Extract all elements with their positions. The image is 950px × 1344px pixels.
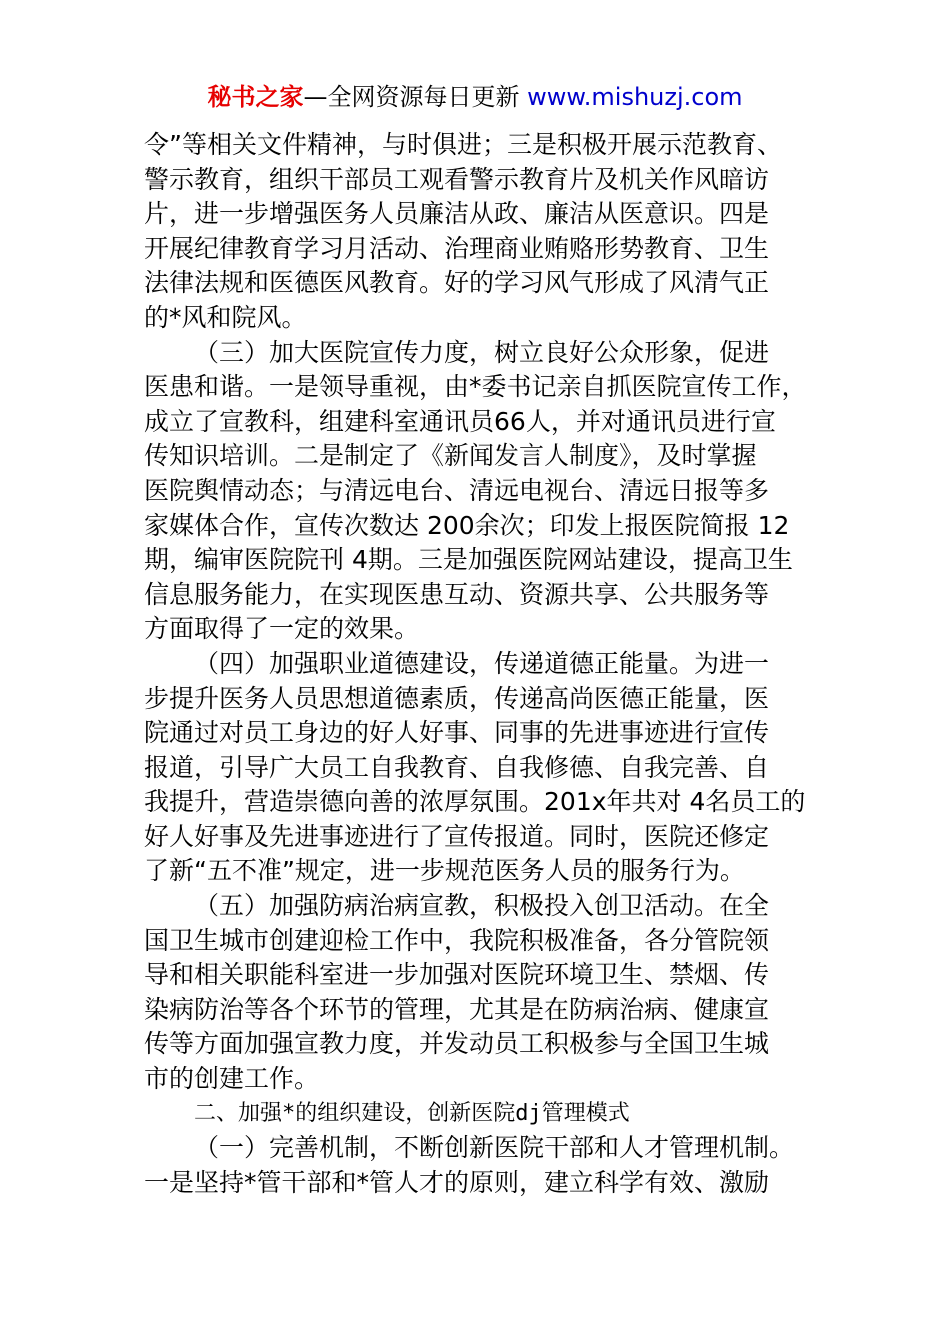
text-line: （五）加强防病治病宣教，积极投入创卫活动。在全 <box>194 891 770 921</box>
text-line: （一）完善机制，不断创新医院干部和人才管理机制。 <box>194 1133 795 1163</box>
text-line: 令”等相关文件精神，与时俱进；三是积极开展示范教育、 <box>144 130 782 159</box>
text-line: 染病防治等各个环节的管理，尤其是在防病治病、健康宣 <box>144 994 770 1024</box>
text-line: （三）加大医院宣传力度，树立良好公众形象，促进 <box>194 337 770 367</box>
text-line: 了新“五不准”规定，进一步规范医务人员的服务行为。 <box>144 856 745 886</box>
document-body <box>144 128 824 1200</box>
text-line: 传知识培训。二是制定了《新闻发言人制度》，及时掌握 <box>144 441 757 471</box>
text-line: 家媒体合作，宣传次数达 200余次；印发上报医院简报 12 <box>144 510 790 540</box>
text-line: （四）加强职业道德建设，传递道德正能量。为进一 <box>194 648 770 678</box>
text-line: 的*风和院风。 <box>144 302 307 332</box>
text-line: 导和相关职能科室进一步加强对医院环境卫生、禁烟、传 <box>144 960 770 990</box>
text-line: 好人好事及先进事迹进行了宣传报道。同时，医院还修定 <box>144 821 770 851</box>
text-line: 医患和谐。一是领导重视，由*委书记亲自抓医院宣传工作， <box>144 372 807 402</box>
website-url[interactable]: www.mishuzj.com <box>527 83 743 111</box>
text-line: 期，编审医院院刊 4期。三是加强医院网站建设，提高卫生 <box>144 545 793 575</box>
text-line: 开展纪律教育学习月活动、治理商业贿赂形势教育、卫生 <box>144 233 770 263</box>
text-line: 传等方面加强宣教力度，并发动员工积极参与全国卫生城 <box>144 1029 770 1059</box>
text-line: 一是坚持*管干部和*管人才的原则，建立科学有效、激励 <box>144 1167 770 1197</box>
text-line: 医院舆情动态；与清远电台、清远电视台、清远日报等多 <box>144 475 770 505</box>
text-line: 院通过对员工身边的好人好事、同事的先进事迹进行宣传 <box>144 718 770 748</box>
header-tagline: —全网资源每日更新 <box>303 83 528 111</box>
text-line: 市的创建工作。 <box>144 1064 320 1094</box>
text-line: 我提升，营造崇德向善的浓厚氛围。201x年共对 4名员工的 <box>144 787 806 817</box>
text-line: 方面取得了一定的效果。 <box>144 614 420 644</box>
text-line: 成立了宣教科，组建科室通讯员66人，并对通讯员进行宣 <box>144 406 776 436</box>
text-line: 法律法规和医德医风教育。好的学习风气形成了风清气正 <box>144 268 770 298</box>
page-header <box>0 80 950 114</box>
brand-name: 秘书之家 <box>207 83 304 111</box>
text-line: 步提升医务人员思想道德素质，传递高尚医德正能量，医 <box>144 683 770 713</box>
text-line: 警示教育，组织干部员工观看警示教育片及机关作风暗访 <box>144 164 770 194</box>
section-heading: 二、加强*的组织建设，创新医院dj管理模式 <box>194 1100 630 1126</box>
text-line: 片，进一步增强医务人员廉洁从政、廉洁从医意识。四是 <box>144 199 770 229</box>
text-line: 信息服务能力，在实现医患互动、资源共享、公共服务等 <box>144 579 770 609</box>
text-line: 报道，引导广大员工自我教育、自我修德、自我完善、自 <box>144 752 770 782</box>
text-line: 国卫生城市创建迎检工作中，我院积极准备，各分管院领 <box>144 925 770 955</box>
